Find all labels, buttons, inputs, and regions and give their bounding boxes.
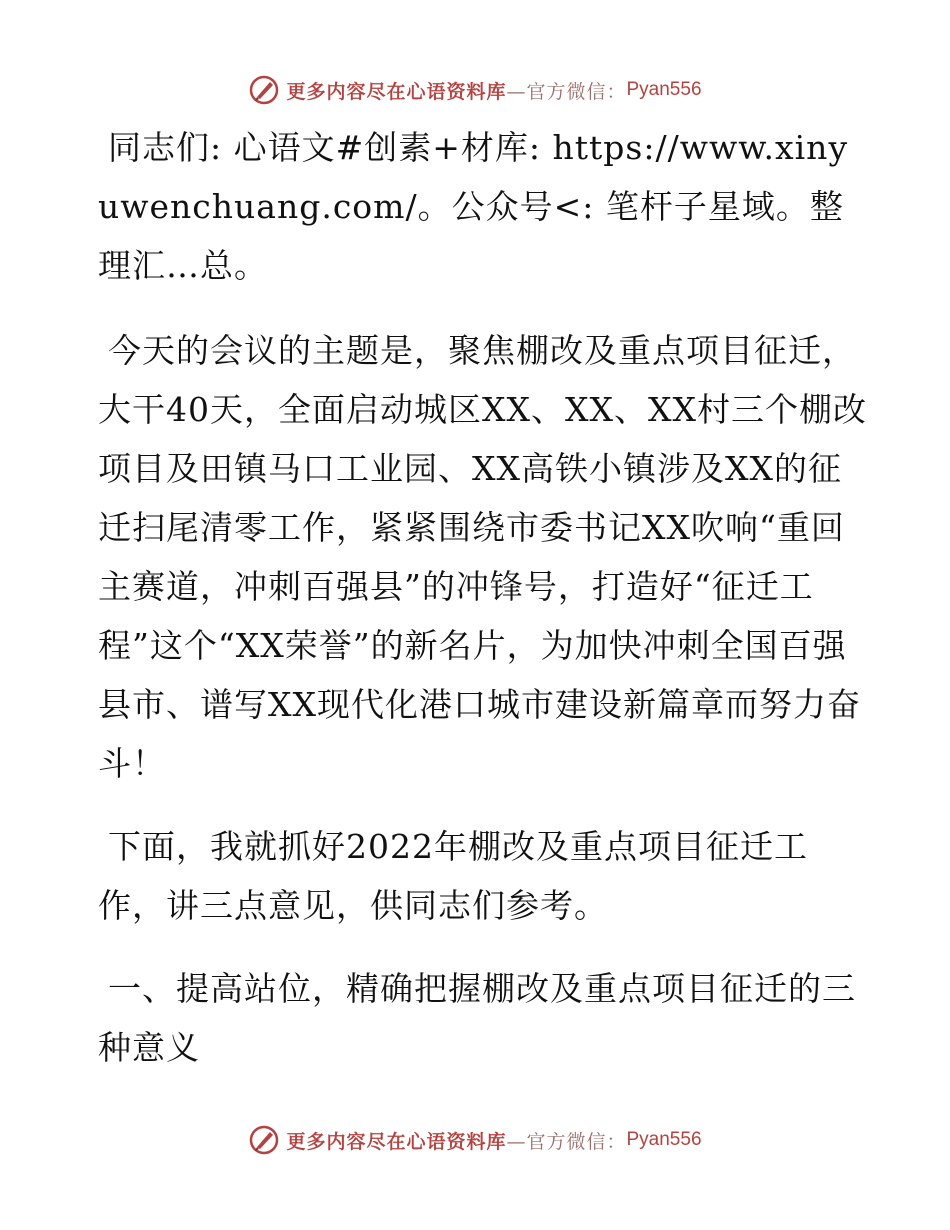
header-watermark-banner	[0, 70, 950, 110]
feather-pen-logo-icon	[248, 1124, 280, 1156]
banner-separator: —官方微信：	[506, 80, 627, 103]
section-heading-1: 一、提高站位，精确把握棚改及重点项目征迁的三种意义	[98, 969, 856, 1067]
banner-slogan: 更多内容尽在心语资料库	[286, 1130, 507, 1153]
paragraph-greeting: 同志们: 心语文#创素+材库: https://www.xinyuwenchuang.com/。公众号<: 笔杆子星域。整理汇…总。	[98, 128, 849, 285]
banner-wechat-id: Pyan556	[626, 1129, 702, 1150]
feather-pen-logo-icon	[248, 74, 280, 106]
banner-wechat-id: Pyan556	[626, 79, 702, 100]
document-body	[98, 118, 868, 1101]
footer-watermark-banner	[0, 1120, 950, 1160]
banner-slogan: 更多内容尽在心语资料库	[286, 80, 507, 103]
paragraph-intro: 下面，我就抓好2022年棚改及重点项目征迁工作，讲三点意见，供同志们参考。	[98, 827, 808, 925]
paragraph-meeting-theme: 今天的会议的主题是，聚焦棚改及重点项目征迁，大干40天，全面启动城区XX、XX、XX村三个棚改项目及田镇马口工业园、XX高铁小镇涉及XX的征迁扫尾清零工作，紧紧围绕市委书记XX吹响“重回主赛道，冲刺百强县”的冲锋号，打造好“征迁工程”这个“XX荣誉”的新名片，为加快冲刺全国百强县市、谱写XX现代化港口城市建设新篇章而努力奋斗！	[98, 331, 867, 783]
banner-separator: —官方微信：	[506, 1130, 627, 1153]
